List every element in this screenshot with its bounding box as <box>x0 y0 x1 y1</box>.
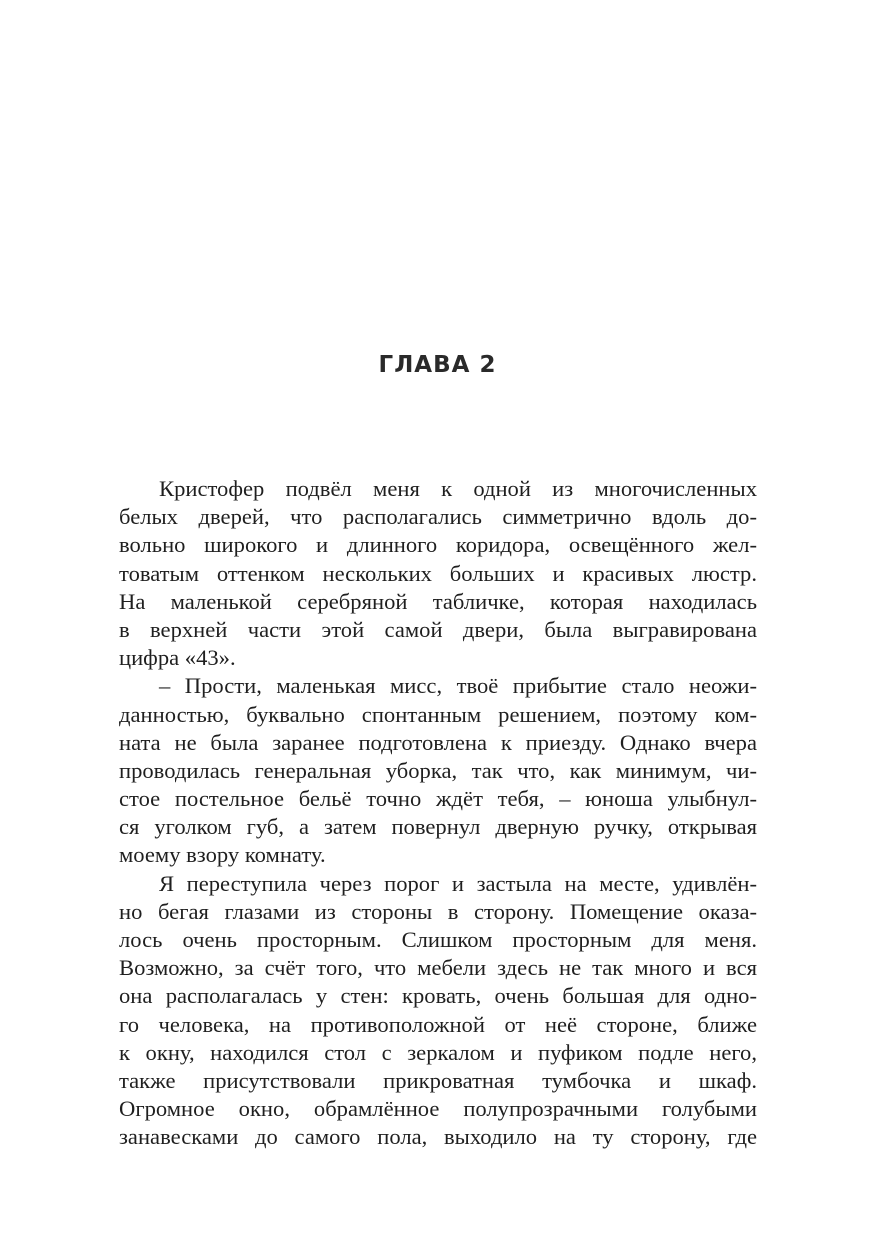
text-line: Кристофер подвёл меня к одной из многочисленных <box>159 476 757 501</box>
text-line: На маленькой серебряной табличке, которая находилась <box>119 588 757 614</box>
chapter-text <box>119 475 757 1152</box>
chapter-title: ГЛАВА 2 <box>378 352 497 378</box>
text-line: ся уголком губ, а затем повернул дверную ручку, открывая <box>119 814 757 840</box>
paragraph <box>119 672 757 869</box>
text-line: го человека, на противоположной от неё стороне, ближе <box>119 1011 757 1037</box>
text-line: товатым оттенком нескольких больших и красивых люстр. <box>119 560 757 586</box>
text-line: она располагалась у стен: кровать, очень большая для одно- <box>119 983 757 1009</box>
text-line: моему взору комнату. <box>119 842 326 868</box>
text-line: Возможно, за счёт того, что мебели здесь не так много и вся <box>119 955 757 981</box>
text-line: к окну, находился стол с зеркалом и пуфиком подле него, <box>119 1039 757 1065</box>
paragraph <box>119 475 757 672</box>
text-line: стое постельное бельё точно ждёт тебя, – юноша улыбнул- <box>119 786 757 812</box>
text-line: проводилась генеральная уборка, так что, как минимум, чи- <box>119 757 757 783</box>
text-line: Я переступила через порог и застыла на месте, удивлён- <box>159 870 757 896</box>
text-line: данностью, буквально спонтанным решением, поэтому ком- <box>119 701 757 727</box>
text-line: занавесками до самого пола, выходило на ту сторону, где <box>119 1124 757 1150</box>
text-line: ната не была заранее подготовлена к приезду. Однако вчера <box>119 729 757 755</box>
text-line: – Прости, маленькая мисс, твоё прибытие стало неожи- <box>159 673 757 699</box>
text-line: но бегая глазами из стороны в сторону. Помещение оказа- <box>119 898 757 924</box>
text-line: вольно широкого и длинного коридора, освещённого жел- <box>119 532 757 558</box>
text-line: цифра «43». <box>119 645 236 671</box>
text-line: Огромное окно, обрамлённое полупрозрачными голубыми <box>119 1096 757 1122</box>
text-line: также присутствовали прикроватная тумбочка и шкаф. <box>119 1067 757 1093</box>
text-line: белых дверей, что располагались симметрично вдоль до- <box>119 504 757 530</box>
paragraph <box>119 870 757 1152</box>
text-line: лось очень просторным. Слишком просторным для меня. <box>119 927 757 952</box>
text-line: в верхней части этой самой двери, была выгравирована <box>119 616 757 642</box>
